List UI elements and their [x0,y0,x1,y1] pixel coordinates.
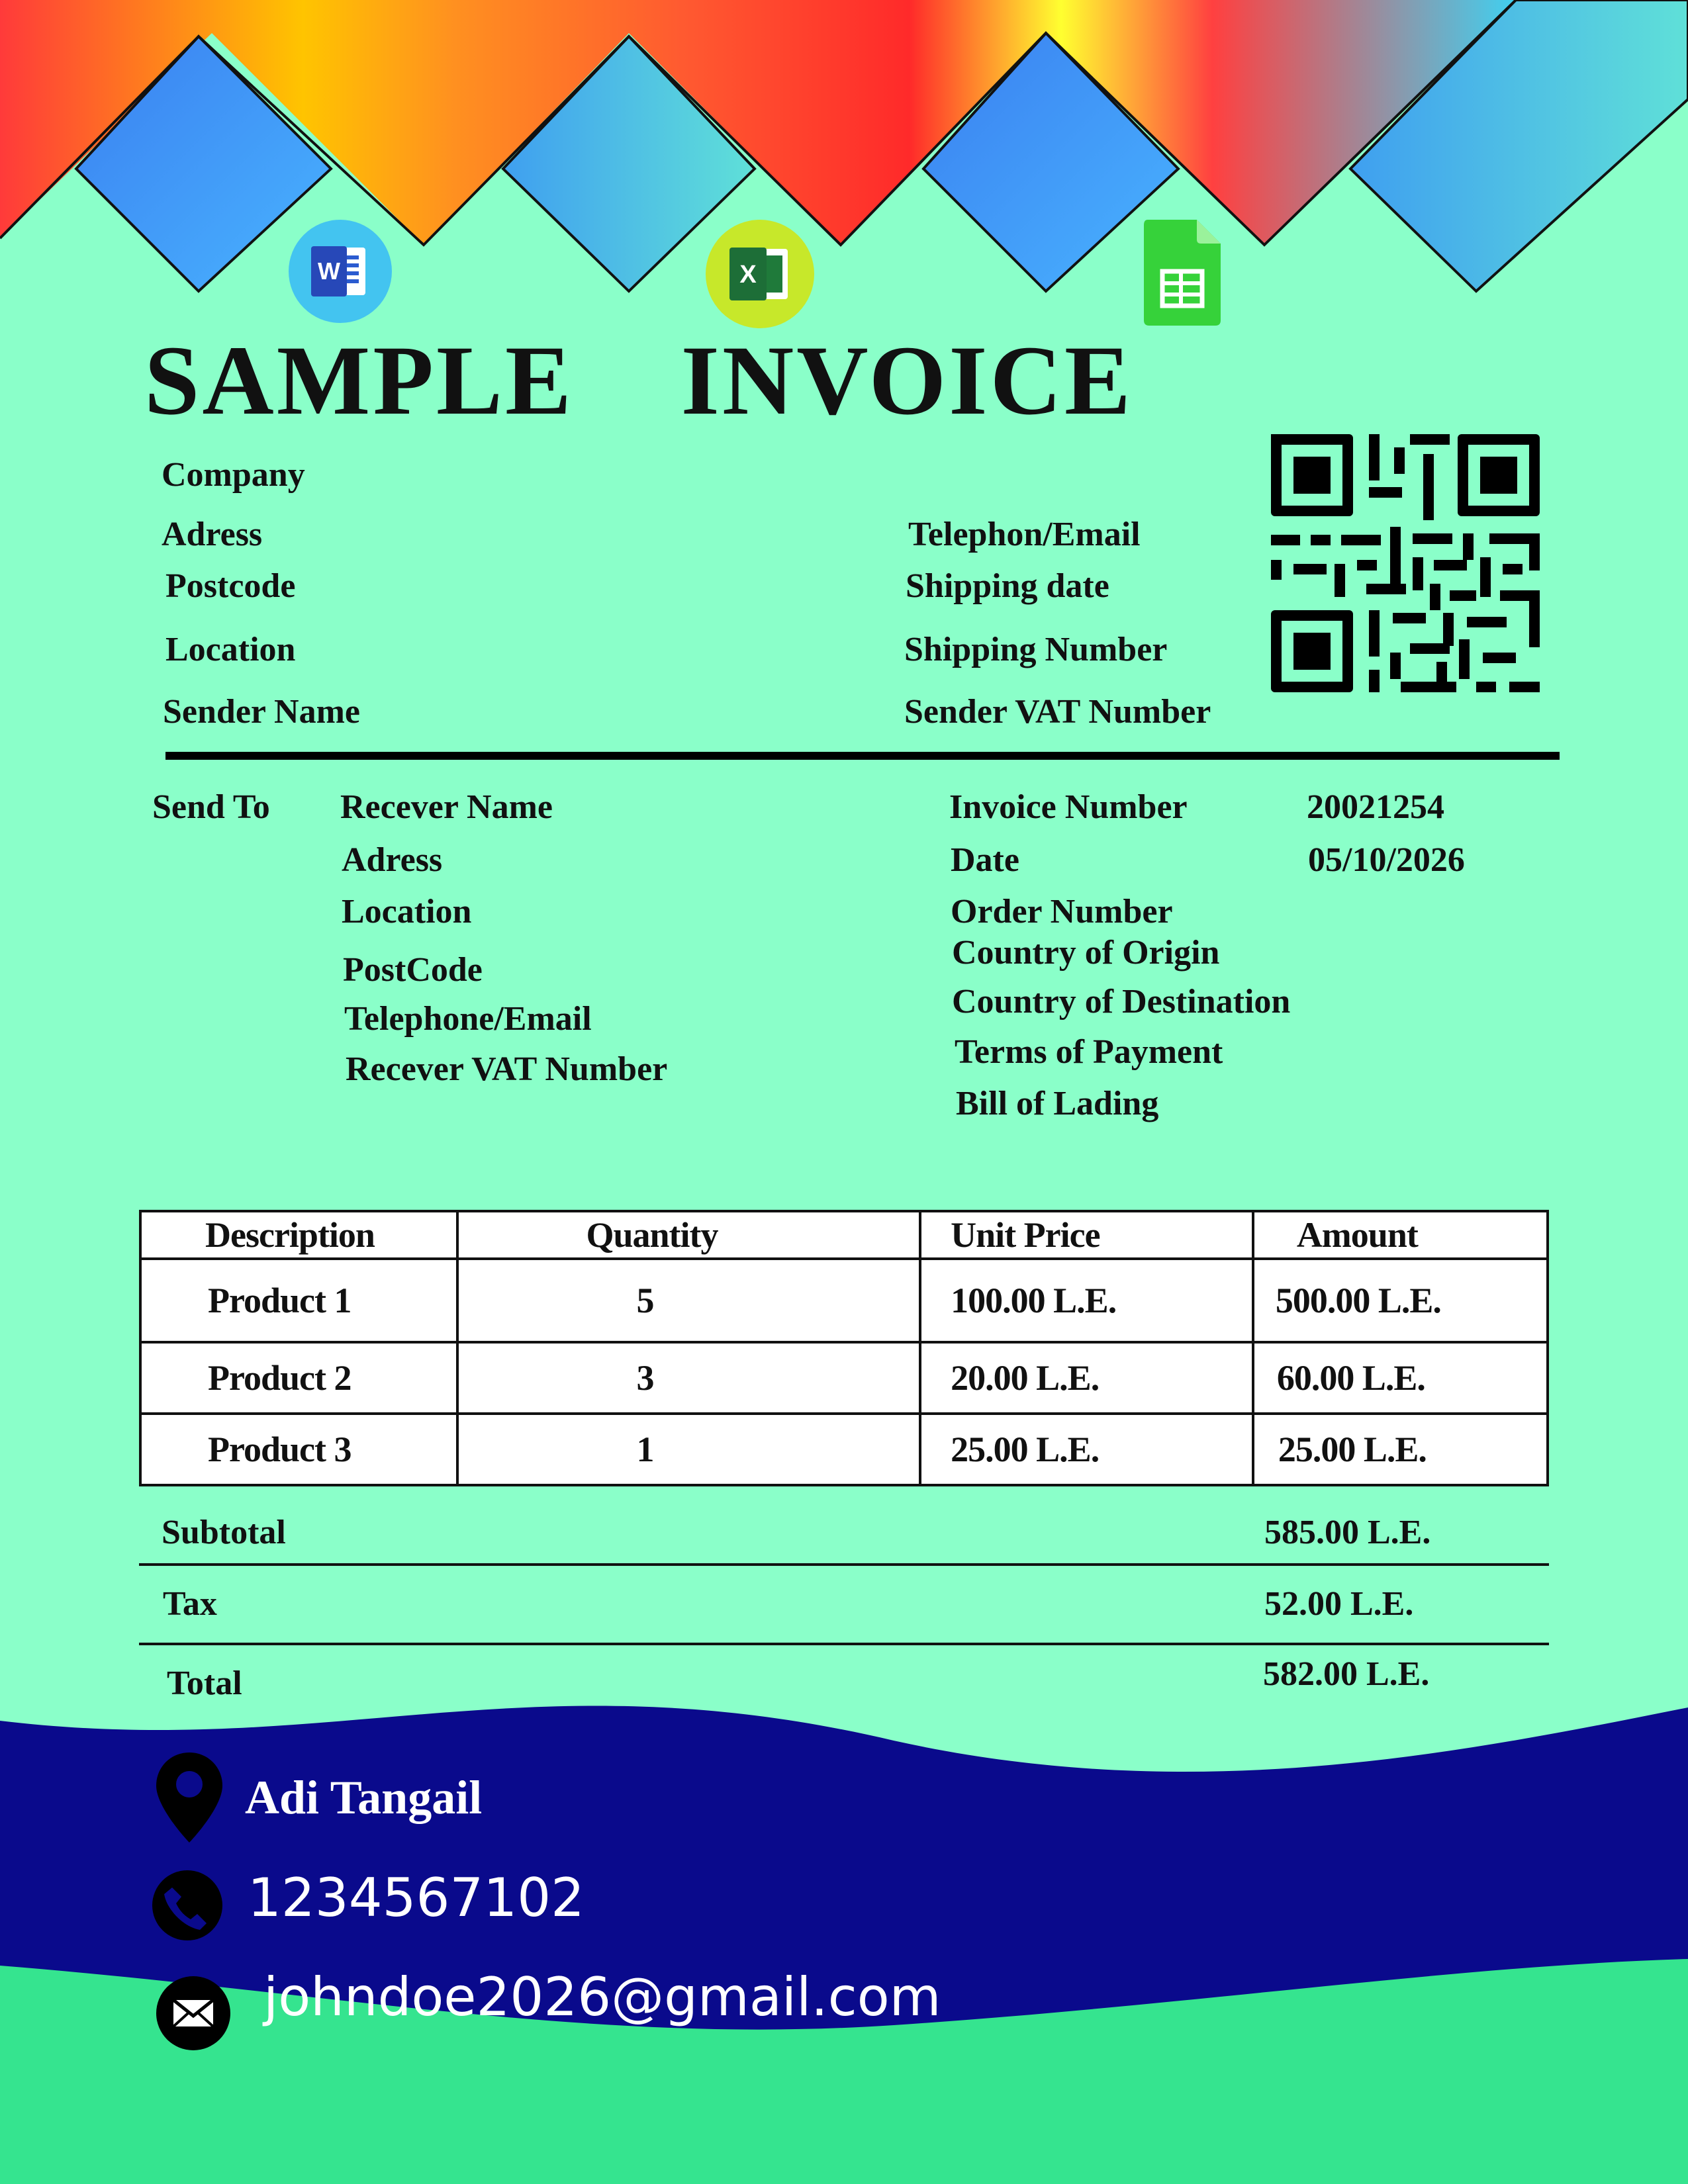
cell-amount: 25.00 L.E. [1253,1414,1548,1485]
qr-code [1271,434,1540,703]
location-pin-icon [156,1752,222,1843]
sender-telephone-label: Telephon/Email [908,516,1141,553]
title-word-2: INVOICE [680,326,1134,435]
receiver-telephone-label: Telephone/Email [344,1000,592,1038]
receiver-address-label: Adress [342,841,443,879]
total-label: Total [167,1664,242,1702]
tax-label: Tax [163,1585,217,1623]
svg-text:X: X [739,261,757,289]
cell-description: Product 3 [140,1414,457,1485]
col-header-description: Description [140,1211,457,1259]
receiver-name-label: Recever Name [340,788,553,826]
cell-description: Product 1 [140,1259,457,1342]
footer-phone: 1234567102 [248,1867,585,1929]
cell-quantity: 1 [457,1414,920,1485]
cell-unit-price: 20.00 L.E. [920,1342,1253,1414]
invoice-title [144,326,1134,435]
email-icon [156,1976,230,2050]
order-number-label: Order Number [951,893,1173,931]
country-destination-label: Country of Destination [952,983,1291,1021]
col-header-quantity: Quantity [457,1211,920,1259]
table-row [140,1414,1548,1485]
cell-unit-price: 25.00 L.E. [920,1414,1253,1485]
header-decoration [0,0,1688,304]
table-row [140,1342,1548,1414]
bill-of-lading-label: Bill of Lading [956,1085,1159,1122]
sheets-icon [1144,220,1221,326]
tax-value: 52.00 L.E. [1264,1585,1414,1623]
cell-quantity: 5 [457,1259,920,1342]
date-label: Date [951,841,1019,879]
table-header-row [140,1211,1548,1259]
sender-location-label: Location [165,631,296,668]
footer-email: johndoe2026@gmail.com [263,1966,941,2028]
invoice-number-value: 20021254 [1307,788,1444,826]
receiver-postcode-label: PostCode [343,951,483,989]
totals-divider [139,1563,1549,1566]
col-header-amount: Amount [1253,1211,1548,1259]
invoice-number-label: Invoice Number [949,788,1188,826]
footer-waves [0,1681,1688,2184]
footer-name: Adi Tangail [245,1771,483,1824]
cell-amount: 500.00 L.E. [1253,1259,1548,1342]
svg-text:W: W [318,257,340,285]
sender-vat-label: Sender VAT Number [904,693,1211,731]
sender-postcode-label: Postcode [165,567,296,605]
shipping-number-label: Shipping Number [904,631,1168,668]
total-value: 582.00 L.E. [1263,1655,1430,1693]
excel-icon [706,220,814,328]
send-to-label: Send To [152,788,270,826]
shipping-date-label: Shipping date [906,567,1109,605]
country-origin-label: Country of Origin [952,934,1220,972]
subtotal-label: Subtotal [162,1514,286,1551]
cell-quantity: 3 [457,1342,920,1414]
word-icon [289,220,392,323]
cell-amount: 60.00 L.E. [1253,1342,1548,1414]
col-header-unit-price: Unit Price [920,1211,1253,1259]
company-label: Company [162,456,305,494]
receiver-location-label: Location [342,893,472,931]
items-table [139,1210,1549,1486]
date-value: 05/10/2026 [1308,841,1465,879]
cell-unit-price: 100.00 L.E. [920,1259,1253,1342]
receiver-vat-label: Recever VAT Number [346,1050,668,1088]
table-row [140,1259,1548,1342]
totals-divider [139,1643,1549,1645]
phone-icon [152,1870,222,1940]
sender-name-label: Sender Name [163,693,361,731]
terms-payment-label: Terms of Payment [955,1033,1223,1071]
cell-description: Product 2 [140,1342,457,1414]
title-word-1: SAMPLE [144,326,575,435]
section-divider [165,752,1560,760]
subtotal-value: 585.00 L.E. [1264,1514,1431,1551]
sender-address-label: Adress [162,516,263,553]
